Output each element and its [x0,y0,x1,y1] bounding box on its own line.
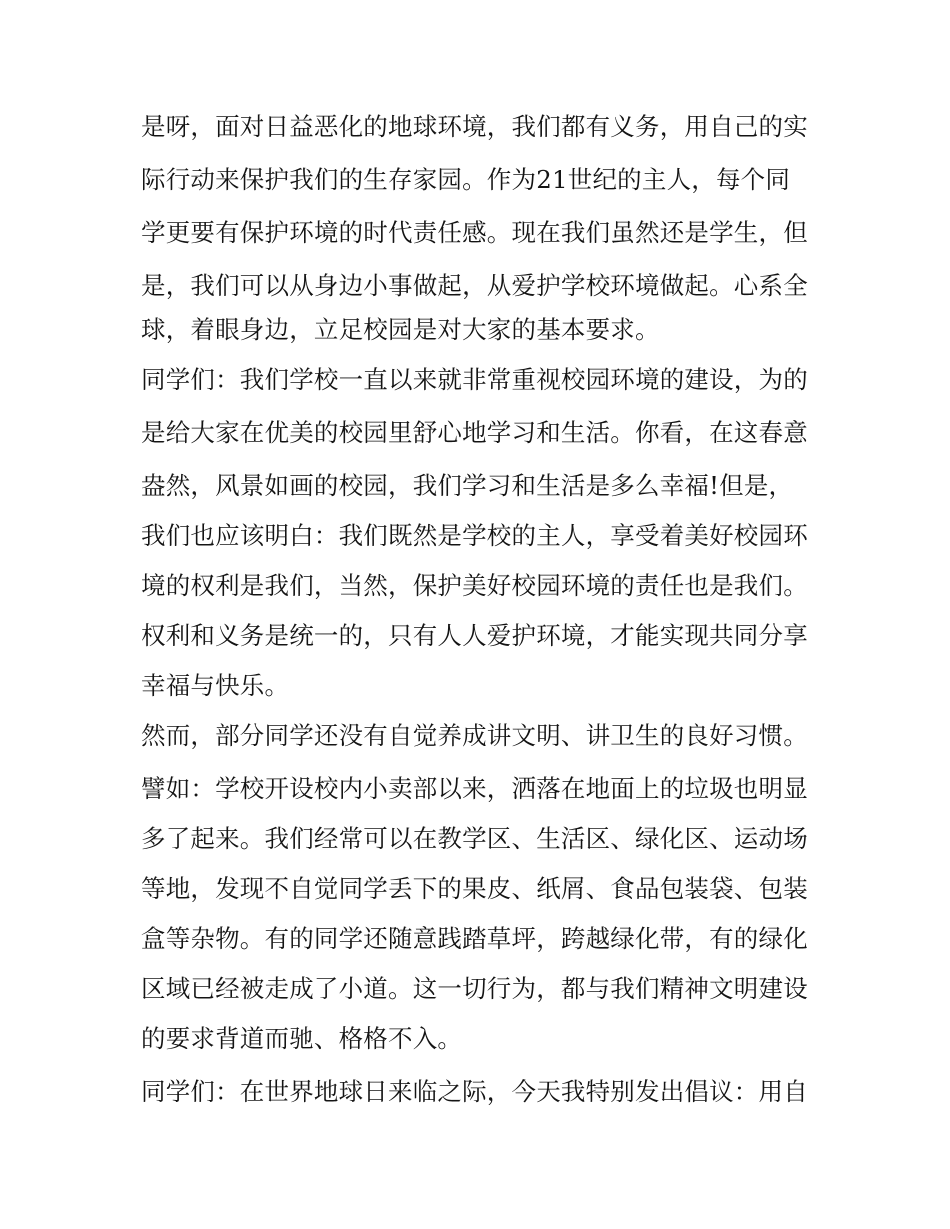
text-line: 球，着眼身边，立足校园是对大家的基本要求。 [141,315,660,344]
text-line: 幸福与快乐。 [141,671,290,700]
text-line: 同学们：在世界地球日来临之际，今天我特别发出倡议：用自 [141,1077,808,1106]
text-line: 学更要有保护环境的时代责任感。现在我们虽然还是学生，但 [141,218,808,247]
text-line: 盎然，风景如画的校园，我们学习和生活是多么幸福!但是， [141,471,794,500]
text-line: 权利和义务是统一的，只有人人爱护环境，才能实现共同分享 [141,621,808,650]
text-line: 是给大家在优美的校园里舒心地学习和生活。你看，在这春意 [141,418,808,447]
text-line: 的要求背道而驰、格格不入。 [141,1024,463,1053]
text-line: 是，我们可以从身边小事做起，从爱护学校环境做起。心系全 [141,271,808,300]
text-line: 多了起来。我们经常可以在教学区、生活区、绿化区、运动场 [141,824,808,853]
text-line: 境的权利是我们，当然，保护美好校园环境的责任也是我们。 [141,571,808,600]
text-line: 际行动来保护我们的生存家园。作为21世纪的主人，每个同 [141,165,791,194]
text-line: 譬如：学校开设校内小卖部以来，洒落在地面上的垃圾也明显 [141,774,808,803]
text-line: 盒等杂物。有的同学还随意践踏草坪，跨越绿化带，有的绿化 [141,924,808,953]
text-line: 等地，发现不自觉同学丢下的果皮、纸屑、食品包装袋、包装 [141,874,808,903]
text-line: 然而，部分同学还没有自觉养成讲文明、讲卫生的良好习惯。 [141,721,808,750]
text-line: 区域已经被走成了小道。这一切行为，都与我们精神文明建设 [141,974,808,1003]
text-line: 是呀，面对日益恶化的地球环境，我们都有义务，用自己的实 [141,112,808,141]
text-line: 我们也应该明白：我们既然是学校的主人，享受着美好校园环 [141,521,808,550]
text-line: 同学们：我们学校一直以来就非常重视校园环境的建设，为的 [141,365,808,394]
